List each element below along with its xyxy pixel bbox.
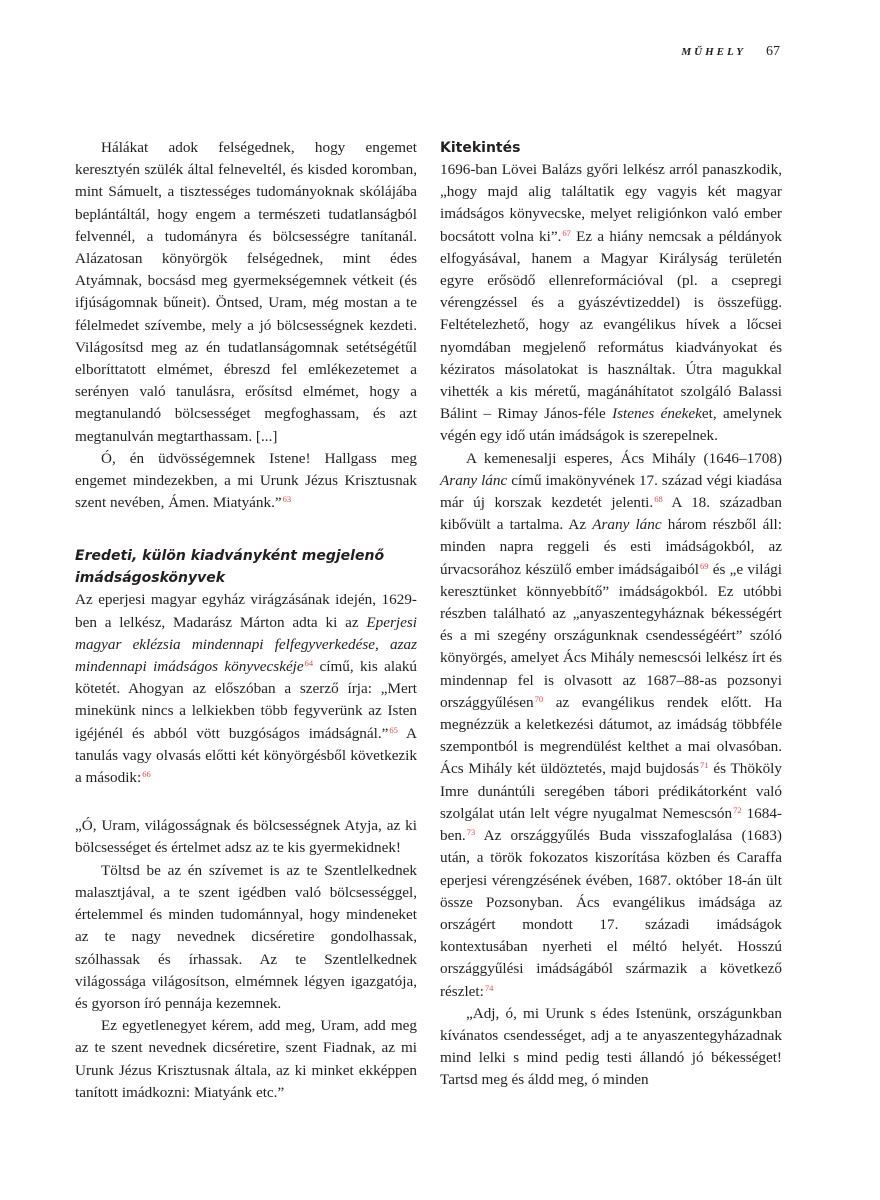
body-text: három részből áll: minden napra reggeli és esti imádságokból, az úrvacsorához készülő ember imádságaiból — [440, 516, 782, 578]
right-column — [440, 137, 782, 1092]
body-text: 1696-ban Lövei Balázs győri lelkész arról panaszkodik, „hogy majd alig találtatik egy vagyis két magyar imádságos könyvecske, melyet religiónkon való ember bocsátott volna ki”. — [440, 161, 782, 245]
footnote-marker[interactable]: 70 — [534, 693, 544, 704]
quote-paragraph: „Ó, Uram, világosságnak és bölcsességnek Atyja, az ki bölcsességet és értelmet adsz az te kis gyermekidnek! — [75, 817, 417, 857]
quote-paragraph: „Adj, ó, mi Urunk s édes Istenünk, országunkban kívánatos csendességet, adj a te anyaszentegyházadnak mind lelki s mind pedig testi állandó jó békességet! Tartsd meg és áldd meg, ó minden — [440, 1004, 782, 1089]
body-text: című, kis alakú kötetét. Ahogyan az előszóban a szerző írja: „Mert minekünk nincs a lelkiekben több fegyverünk az Isten igéjénél és abból vött buzgóságos imádságnál.” — [75, 658, 418, 742]
body-text: című imakönyvének 17. század végi kiadása már új korszak kezdetét jelenti. — [440, 471, 783, 512]
body-text: A 18. században kibővült a tartalma. Az — [440, 494, 782, 534]
body-paragraph — [440, 448, 782, 1003]
body-text: A kemenesalji esperes, Ács Mihály (1646–1708) — [466, 449, 782, 467]
quote-text: Hálákat adok felségednek, hogy engemet keresztyén szülék által felneveltél, és kisded koromban, mint Sámuelt, a tisztességes tudományoknak skólájába beplántáltál, hogy engem a természeti tudatlanságból felvennél, a tudományra és bölcsességre tanítanál. Alázatosan könyörgök felségednek, mint édes Atyámnak, bocsásd meg gyermekségemnek vétkeit (és ifjúságomnak bűneit). Öntsed, Uram, még mostan a te félelmedet szívembe, mely a jó bölcsességnek kezdeti. Világosítsd meg az én tudatlanságomnak setétségétűl elboríttatott elmémet, ébreszd fel emlékezetemet a serényen való tanulásra, erősítsd elmémet, hogy a megtanulandó bölcsességet megfoghassam, és azt megtanulván megtarthassam. [...] — [75, 139, 417, 445]
footnote-marker[interactable]: 68 — [654, 494, 663, 505]
footnote-marker[interactable]: 69 — [700, 560, 709, 571]
quote-paragraph — [75, 137, 417, 448]
quote-text: Ó, én üdvösségemnek Istene! Hallgass meg engemet mindezekben, a mi Urunk Jézus Krisztusnak szent nevében, Ámen. Miatyánk.” — [75, 449, 417, 512]
quote-paragraph: Töltsd be az én szívemet is az te Szentlelkednek malasztjával, a te szent igédben való bölcsességgel, értelemmel és minden tudománnyal, hogy mindeneket az te nagy nevednek dicséretire gondolhassak, szólhassak és írhassak. Az te Szentlelkednek világossága világosítson, elmémnek légyen igazgatója, és gyorson író pennája kezemnek. — [75, 861, 417, 1012]
body-paragraph — [440, 159, 782, 448]
body-text: 1684-ben. — [440, 804, 782, 845]
body-text: és Thököly Imre dunántúli seregében tábori prédikátorként való szolgálat után lelt végre nyugalmat Nemescsón — [440, 760, 782, 822]
footnote-marker[interactable]: 73 — [466, 827, 476, 838]
body-paragraph — [75, 589, 417, 789]
running-head-section: MŰHELY — [681, 46, 746, 58]
footnote-marker[interactable]: 67 — [562, 227, 571, 238]
body-text: az evangélikus rendek előtt. Ha megnézzük a keletkezési dátumot, az imádság többféle szempontból is megrendülést kelthet a mai olvasóban. Ács Mihály két üldöztetés, majd bujdosás — [440, 693, 782, 778]
footnote-marker[interactable]: 64 — [304, 658, 314, 669]
book-title: Eperjesi magyar eklézsia mindennapi felfegyverkedése, azaz mindennapi imádságos könyvecskéje — [75, 613, 417, 676]
body-text: Ez a hiány nemcsak a példányok elfogyásával, hanem a Magyar Királyság területén egyre erősödő ellenreformációval (pl. a csepregi vérengzéssel és a gyászévtizeddel) is összefügg. Feltételezhető, hogy az evangélikus hívek a lőcsei nyomdában megjelenő református kiadványokat és kéziratos másolatokat is használtak. Útra magukkal vihették a kis méretű, magánáhítatot szolgáló Balassi Bálint – Rimay János-féle — [440, 227, 782, 423]
body-text: Az országgyűlés Buda visszafoglalása (1683) után, a török fokozatos kiszorítása közben és Caraffa eperjesi vérengzésének évében, 1687. október 18-án ült össze Pozsonyban. Ács evangélikus imádsága az országért mondott 17. századi imádságok kontextusában nyerheti el méltó helyét. Hosszú országgyűlési imádságából származik a következő részlet: — [440, 827, 782, 1000]
book-title: Istenes énekek — [612, 405, 702, 423]
body-text: et, amelynek végén egy idő után imádságok is szerepelnek. — [440, 405, 782, 445]
page-number: 67 — [766, 44, 780, 59]
body-text: és „e világi keresztünket könnyebbítő” imádságokból. Ez utóbbi részben található az „anyaszentegyháznak békességért és a mi szegény országunknak csendességéért” szóló könyörgés, amelyet Ács Mihály nemescsói lelkész írt és mindennap fel is olvasott az 1687–88-as pozsonyi országgyűlésen — [440, 560, 782, 711]
body-text: Az eperjesi magyar egyház virágzásának idején, 1629-ben a lelkész, Madarász Márton adta ki az — [75, 591, 417, 631]
footnote-marker[interactable]: 65 — [389, 724, 398, 735]
footnote-marker[interactable]: 66 — [142, 769, 151, 780]
section-heading: Eredeti, külön kiadványként megjelenő imádságoskönyvek — [75, 548, 385, 587]
quote-paragraph: Ez egyetlenegyet kérem, add meg, Uram, add meg az te szent nevednek dicséretire, szent Fiadnak, az mi Urunk Jézus Krisztusnak általa, az ki minket ekképpen tanított imádkozni: Miatyánk etc.” — [75, 1017, 417, 1101]
footnote-marker[interactable]: 74 — [484, 982, 494, 993]
left-column — [75, 137, 417, 1104]
footnote-marker[interactable]: 72 — [733, 804, 742, 815]
running-head — [681, 44, 780, 60]
book-title: Arany lánc — [592, 516, 662, 534]
quote-paragraph — [75, 448, 417, 515]
section-heading: Kitekintés — [440, 140, 521, 156]
book-title: Arany lánc — [440, 471, 508, 489]
footnote-marker[interactable]: 71 — [700, 760, 709, 771]
body-text: A tanulás vagy olvasás előtti két könyörgésből következik a második: — [75, 724, 417, 787]
footnote-marker[interactable]: 63 — [282, 494, 292, 505]
